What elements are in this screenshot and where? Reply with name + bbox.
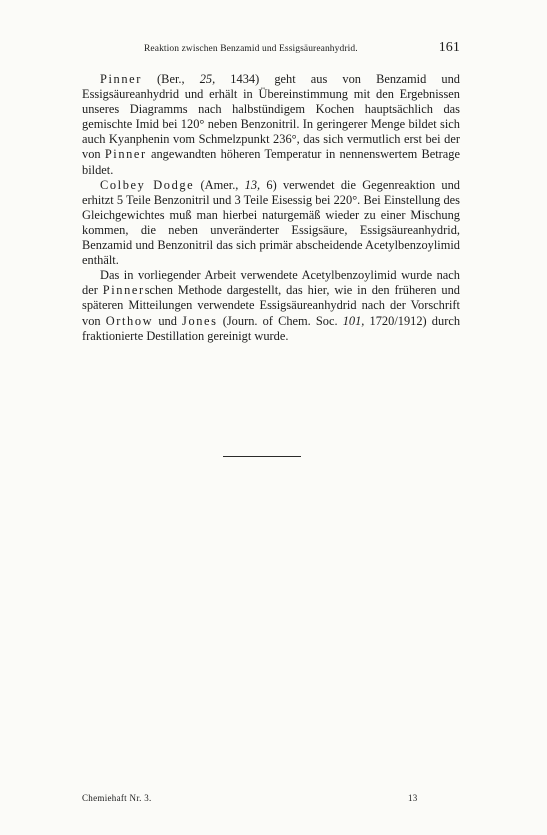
author-name: Pinner [102, 283, 145, 298]
text-run: angewandten höheren Temperatur in nennenswertem Betrage bildet. [82, 147, 460, 177]
author-name: Pinner [104, 147, 147, 162]
text-run: und [153, 313, 183, 328]
text-run: 1434) geht aus von Benzamid und Essigsäureanhydrid und erhält in Übereinstimmung mit den Ergebnissen unseres Diagramms nach halbstündigem Kochen hauptsächlich das gemischte Imid bei 120° neben Benzonitril. In geringerer Menge bildet sich auch Kyanphenin vom Schmelzpunkt 236°, das sich vermutlich erst bei der von [82, 72, 460, 162]
volume-number: 25, [199, 72, 216, 86]
paragraph-pinner [82, 72, 460, 178]
text-run: schen Methode dargestellt, das hier, wie in den früheren und späteren Mitteilungen verwendete Essigsäureanhydrid nach der Vorschrift von [82, 283, 460, 328]
volume-number: 13, [244, 177, 261, 192]
text-run: (Ber., [141, 72, 200, 86]
text-run: 6) verwendet die Gegenreaktion und erhitzt 5 Teile Benzonitril und 3 Teile Eisessig bei 220°. Bei Einstellung des Gleichgewichtes muß man hierbei naturgemäß wieder zu einer Mischung kommen, die neben unveränderter Essigsäure, Essigsäureanhydrid, Benzamid und Benzonitril das sich primär abscheidende Acetylbenzoylimid enthält. [82, 177, 460, 268]
running-title: Reaktion zwischen Benzamid und Essigsäureanhydrid. [144, 44, 358, 54]
text-run: Das in vorliegender Arbeit verwendete Acetylbenzoylimid wurde nach der [82, 268, 460, 298]
section-rule [223, 456, 301, 457]
author-name: Orthow [105, 313, 154, 328]
text-run: 1720/1912) durch fraktionierte Destillation gereinigt wurde. [82, 313, 461, 343]
body-text [82, 72, 460, 344]
author-name: Colbey Dodge [100, 177, 195, 192]
paragraph-present-work [82, 268, 460, 343]
footer-sheet-number: 13 [408, 793, 418, 803]
author-name: Jones [182, 313, 218, 328]
volume-number: 101, [342, 313, 365, 328]
page-number: 161 [438, 40, 460, 55]
author-name: Pinner [100, 72, 142, 86]
footer-signature: Chemiehaft Nr. 3. [82, 793, 152, 803]
text-run: (Amer., [194, 177, 245, 192]
paragraph-colbey-dodge [82, 178, 460, 269]
text-run: (Journ. of Chem. Soc. [217, 313, 343, 328]
